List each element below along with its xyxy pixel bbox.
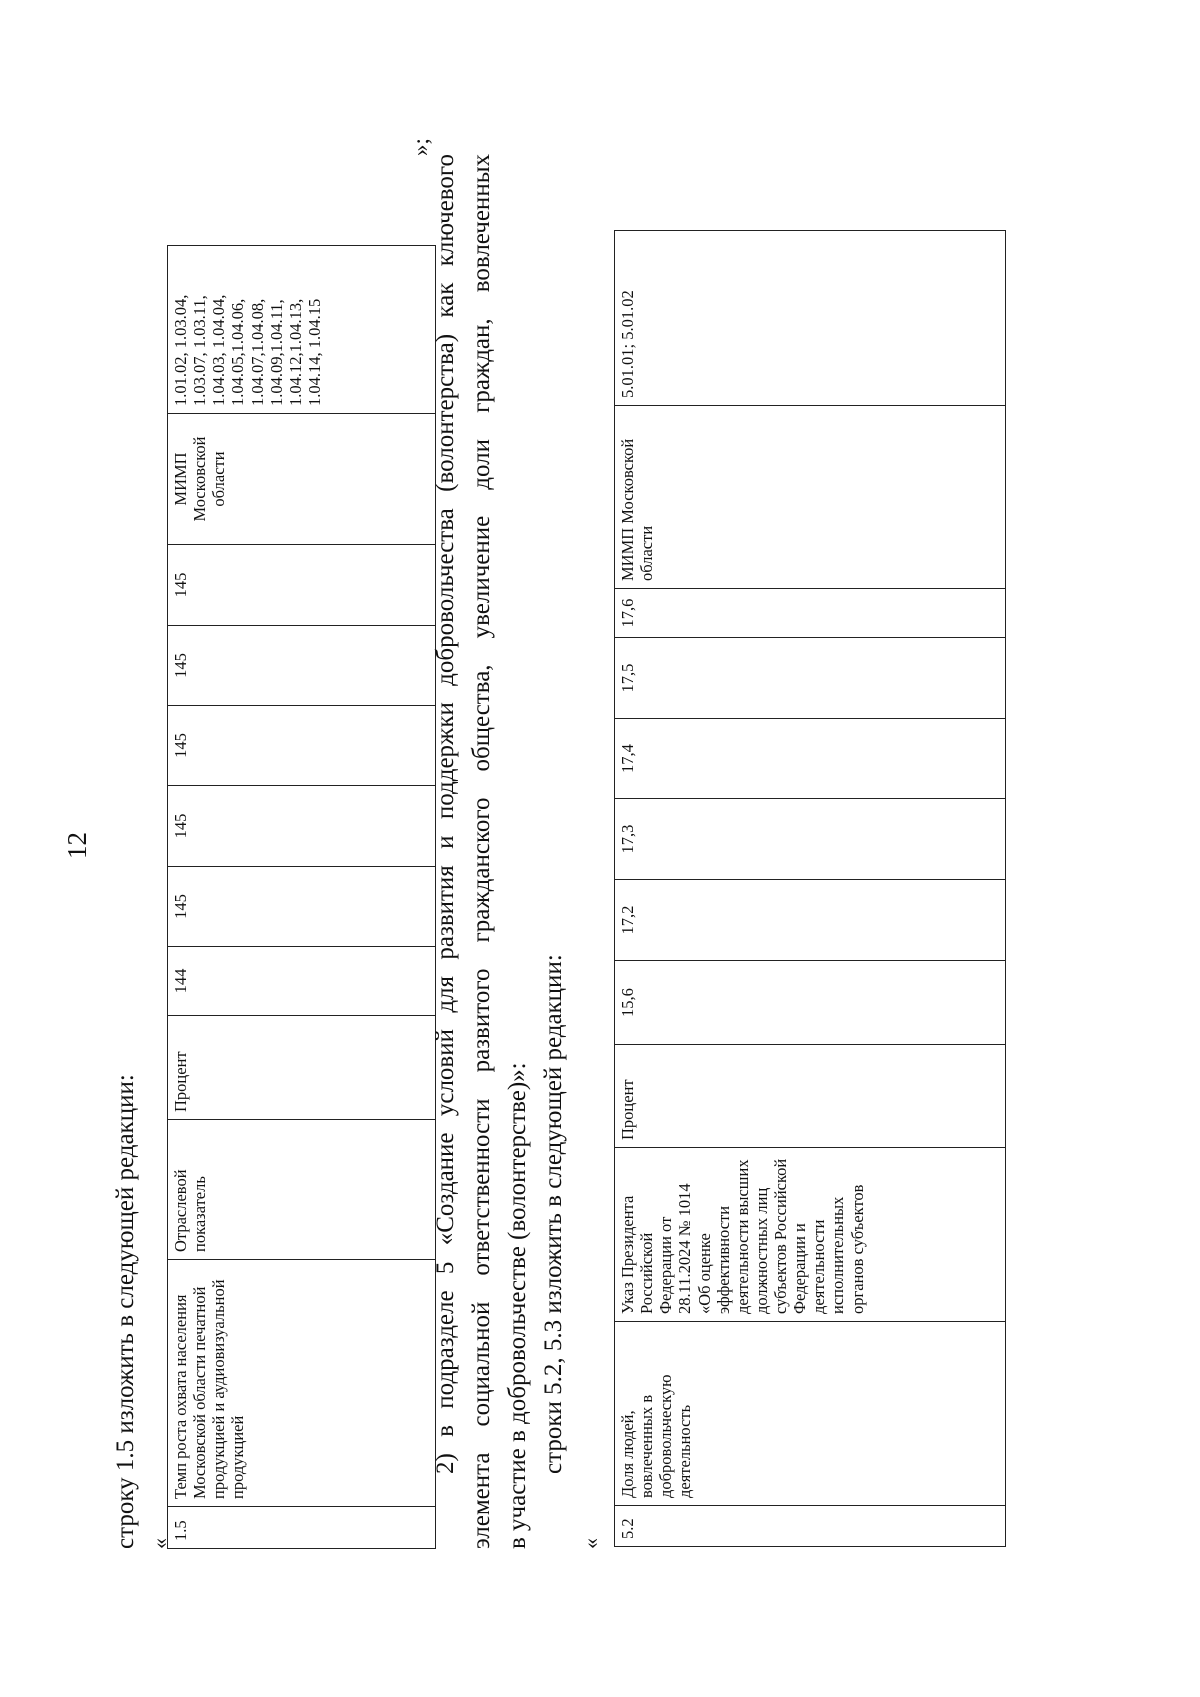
indicator-type: Отраслевой показатель <box>168 1120 436 1260</box>
value-year-3: 145 <box>168 706 436 786</box>
base-value: 15,6 <box>615 961 1006 1045</box>
opening-quote-table-1: « <box>147 1538 172 1549</box>
indicator-table-row-5-2 <box>614 230 1006 1547</box>
value-year-2: 145 <box>168 786 436 867</box>
value-year-1: 145 <box>168 867 436 947</box>
responsible-body: МИМП Московской области <box>168 414 436 545</box>
paragraph-2-line-3: в участие в добровольчестве (волонтерстве)»: <box>504 1062 531 1549</box>
paragraph-2-line-2: элемента социальной ответственности развитого гражданского общества, увеличение доли граждан, вовлеченных <box>468 154 495 1549</box>
row-number: 5.2 <box>615 1506 1006 1547</box>
value-year-4: 17,5 <box>615 638 1006 719</box>
unit: Процент <box>615 1045 1006 1148</box>
value-year-5: 17,6 <box>615 589 1006 638</box>
responsible-body: МИМП Московской области <box>615 406 1006 589</box>
table-row <box>615 231 1006 1547</box>
paragraph-2-line-4: строки 5.2, 5.3 изложить в следующей редакции: <box>540 954 567 1474</box>
page-number: 12 <box>62 832 92 859</box>
value-year-3: 17,4 <box>615 719 1006 799</box>
row-number: 1.5 <box>168 1507 436 1549</box>
value-year-2: 17,3 <box>615 799 1006 880</box>
opening-quote-table-2: « <box>578 1538 603 1549</box>
closing-quote-table-1: »; <box>408 138 433 156</box>
intro-line-row-1-5: строку 1.5 изложить в следующей редакции: <box>112 1074 139 1549</box>
indicator-name: Доля людей, вовлеченных в добровольческую деятельность <box>615 1322 1006 1506</box>
value-year-1: 17,2 <box>615 880 1006 961</box>
unit: Процент <box>168 1016 436 1120</box>
paragraph-2 <box>428 154 572 1549</box>
base-value: 144 <box>168 947 436 1016</box>
indicator-name: Темп роста охвата населения Московской области печатной продукцией и аудиовизуальной продукцией <box>168 1260 436 1507</box>
indicator-table-row-1-5 <box>167 245 436 1549</box>
legal-basis: Указ Президента Российской Федерации от 28.11.2024 № 1014 «Об оценке эффективности деятельности высших должностных лиц субъектов Российской Федерации и деятельности исполнительных органов субъектов <box>615 1148 1006 1322</box>
linked-activities: 1.01.02, 1.03.04, 1.03.07, 1.03.11, 1.04.03, 1.04.04, 1.04.05,1.04.06, 1.04.07,1.04.08, 1.04.09,1.04.11, 1.04.12,1.04.13, 1.04.14, 1.04.15 <box>168 246 436 414</box>
table-row <box>168 246 436 1549</box>
paragraph-2-line-1: 2) в подразделе 5 «Создание условий для развития и поддержки добровольчества (волонтерства) как ключевого <box>432 154 459 1474</box>
value-year-5: 145 <box>168 545 436 626</box>
value-year-4: 145 <box>168 626 436 706</box>
linked-activities: 5.01.01; 5.01.02 <box>615 231 1006 406</box>
